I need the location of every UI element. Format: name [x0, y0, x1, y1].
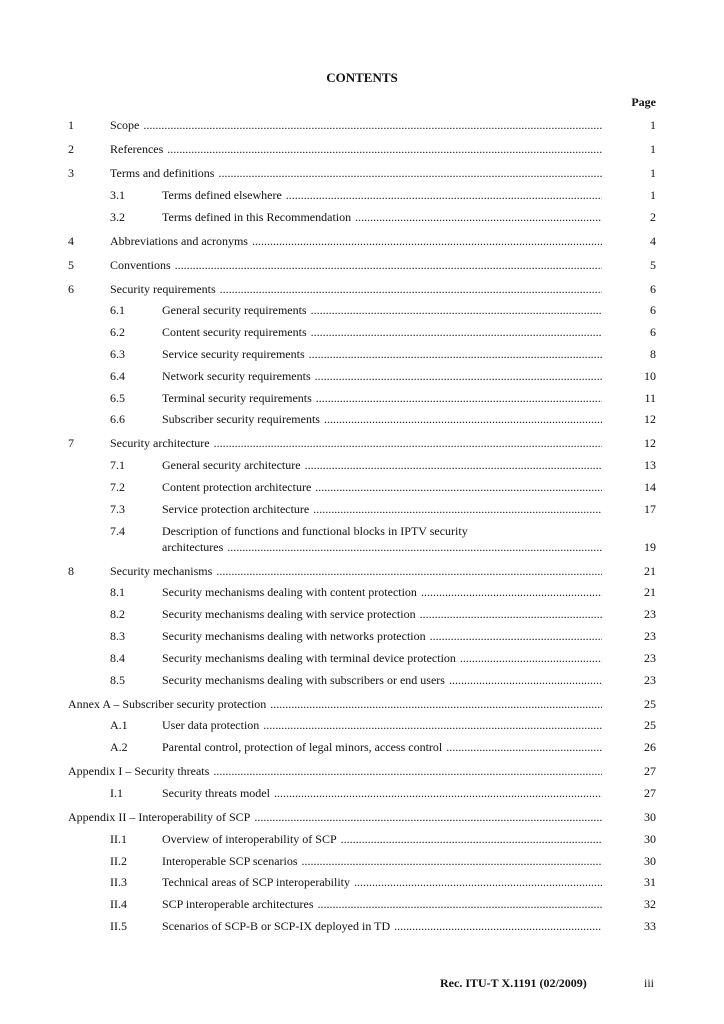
toc-entry-number: 3 [68, 166, 74, 180]
toc-entry-page: 6 [650, 281, 656, 296]
toc-entry-title: Terms defined elsewhere [162, 187, 282, 202]
toc-entry-title: Content protection architecture [162, 480, 312, 494]
toc-entry-number: 5 [68, 257, 74, 272]
toc-entry[interactable] [68, 718, 656, 734]
toc-entry-title: Interoperable SCP scenarios [162, 853, 298, 868]
toc-entry-number: 6.6 [110, 412, 125, 427]
toc-entry[interactable] [68, 412, 656, 428]
toc-entry-title: Security requirements [110, 281, 216, 296]
toc-entry-number: II.4 [110, 897, 127, 912]
toc-entry-number: 6.3 [110, 347, 125, 361]
toc-entry-page: 5 [650, 257, 656, 272]
toc-entry[interactable] [68, 502, 656, 518]
toc-entry-title: SCP interoperable architectures [162, 897, 314, 912]
toc-entry-title: Subscriber security requirements [162, 412, 320, 427]
toc-entry-title: Overview of interoperability of SCP [162, 831, 337, 846]
toc-entry-title: Abbreviations and acronyms [110, 233, 248, 248]
toc-entry[interactable] [68, 585, 656, 601]
toc-entry-page: 30 [644, 831, 656, 846]
toc-entry-page: 13 [644, 458, 656, 473]
toc-entry-title: Annex A – Subscriber security protection [68, 696, 267, 711]
toc-entry-number: 6.1 [110, 303, 125, 318]
toc-entry-title: Scenarios of SCP-B or SCP-IX deployed in TD [162, 919, 391, 933]
toc-entry-title: Security threats model [162, 786, 270, 800]
toc-entry[interactable] [68, 740, 656, 756]
toc-entry-number: 7 [68, 436, 74, 451]
toc-entry-number: 6 [68, 281, 74, 296]
toc-entry[interactable] [68, 919, 656, 935]
toc-entry-number: A.1 [110, 718, 128, 733]
toc-entry[interactable] [68, 764, 656, 780]
toc-entry[interactable] [68, 142, 656, 158]
toc-entry-title: Security mechanisms dealing with networks protection [162, 629, 426, 643]
toc-entry-number: 7.1 [110, 458, 125, 473]
toc-entry-number: A.2 [110, 740, 128, 755]
toc-entry[interactable] [68, 786, 656, 802]
toc-entry-title: General security architecture [162, 458, 301, 473]
toc-entry[interactable] [68, 480, 656, 496]
toc-entry[interactable] [68, 188, 656, 204]
toc-entry[interactable] [68, 282, 656, 298]
toc-entry-number: 8.2 [110, 607, 125, 622]
toc-entry[interactable] [68, 524, 656, 556]
toc-entry-page: 8 [650, 347, 656, 361]
toc-entry-number: 8.1 [110, 585, 125, 600]
toc-entry-title: Description of functions and functional blocks in IPTV security [162, 523, 468, 538]
toc-entry-page: 23 [644, 607, 656, 622]
toc-entry-page: 25 [644, 696, 656, 711]
toc-entry[interactable] [68, 210, 656, 226]
toc-entry-number: II.5 [110, 919, 127, 933]
toc-entry-number: 8 [68, 563, 74, 578]
toc-entry-page: 21 [644, 585, 656, 600]
toc-entry-title: Security mechanisms dealing with content protection [162, 585, 417, 600]
toc-entry-number: 6.4 [110, 368, 125, 383]
toc-entry-page: 1 [650, 142, 656, 156]
toc-entry-title: Security architecture [110, 436, 210, 451]
toc-entry-number: II.2 [110, 853, 127, 868]
toc-entry-title: Terms defined in this Recommendation [162, 209, 352, 224]
footer-page-number: iii [643, 976, 654, 990]
toc-entry-page: 19 [644, 539, 656, 554]
toc-entry[interactable] [68, 258, 656, 274]
toc-entry-title: Security mechanisms dealing with service protection [162, 607, 416, 622]
toc-entry-title: Security mechanisms [110, 563, 213, 578]
toc-entry-page: 10 [644, 368, 656, 383]
toc-entry-page: 23 [644, 629, 656, 643]
toc-entry[interactable] [68, 854, 656, 870]
toc-entry-number: II.1 [110, 831, 127, 846]
toc-entry[interactable] [68, 564, 656, 580]
toc-entry-title: Conventions [110, 257, 171, 272]
toc-entry-page: 17 [644, 501, 656, 516]
toc-entry-title: Parental control, protection of legal minors, access control [162, 740, 443, 755]
toc-entry-number: 3.2 [110, 209, 125, 224]
toc-entry-title: Service security requirements [162, 347, 305, 361]
toc-entry-page: 27 [644, 786, 656, 800]
toc-entry[interactable] [68, 303, 656, 319]
toc-entry[interactable] [68, 897, 656, 913]
toc-entry-title: Technical areas of SCP interoperability [162, 875, 350, 890]
toc-entry-number: 8.5 [110, 672, 125, 687]
toc-entry-title: User data protection [162, 718, 260, 733]
toc-entry-number: 8.4 [110, 650, 125, 665]
toc-entry-page: 30 [644, 853, 656, 868]
toc-entry-page: 27 [644, 764, 656, 779]
toc-entry-page: 6 [650, 325, 656, 340]
toc-entry-page: 11 [644, 390, 656, 405]
toc-entry[interactable] [68, 234, 656, 250]
toc-entry-number: 7.4 [110, 523, 125, 538]
toc-entry-page: 21 [644, 563, 656, 578]
toc-entry-page: 30 [644, 810, 656, 824]
toc-entry[interactable] [68, 607, 656, 623]
toc-entry[interactable] [68, 391, 656, 407]
toc-entry-page: 32 [644, 897, 656, 912]
toc-entry-page: 2 [650, 209, 656, 224]
toc-entry-number: 6.2 [110, 325, 125, 340]
toc-entry-page: 14 [644, 480, 656, 494]
toc-entry-page: 31 [644, 875, 656, 890]
toc-entry-title: References [110, 142, 164, 156]
toc-entry-title: Appendix II – Interoperability of SCP [68, 810, 251, 824]
toc-entry[interactable] [68, 369, 656, 385]
toc-entry-title: Network security requirements [162, 368, 311, 383]
toc-entry-title: Appendix I – Security threats [68, 764, 210, 779]
toc-entry[interactable] [68, 810, 656, 826]
toc-entry-number: II.3 [110, 875, 127, 890]
toc-entry-number: 4 [68, 233, 74, 248]
toc-entry-number: 3.1 [110, 187, 125, 202]
toc-entry-title-continued: architectures [162, 539, 224, 554]
toc-entry-title: Content security requirements [162, 325, 307, 340]
toc-entry-number: 2 [68, 142, 74, 156]
toc-entry-page: 12 [644, 436, 656, 451]
toc-entry-page: 26 [644, 740, 656, 755]
toc-entry-page: 23 [644, 672, 656, 687]
toc-entry-page: 1 [650, 118, 656, 132]
toc-entry-page: 12 [644, 412, 656, 427]
toc-entry-page: 23 [644, 650, 656, 665]
toc-entry-number: I.1 [110, 786, 123, 800]
toc-entry-page: 33 [644, 919, 656, 933]
toc-entry[interactable] [68, 832, 656, 848]
toc-entry-title: Scope [110, 118, 140, 132]
toc-entry-page: 1 [650, 187, 656, 202]
contents-title: CONTENTS [326, 70, 398, 85]
toc-entry[interactable] [68, 436, 656, 452]
toc-entry[interactable] [68, 875, 656, 891]
toc-entry-title: Service protection architecture [162, 501, 310, 516]
toc-entry[interactable] [68, 347, 656, 363]
toc-entry-title: Terminal security requirements [162, 390, 312, 405]
page-column-header: Page [631, 95, 656, 109]
toc-entry-page: 4 [650, 233, 656, 248]
toc-entry-page: 25 [644, 718, 656, 733]
toc-entry-page: 6 [650, 303, 656, 318]
toc-entry[interactable] [68, 697, 656, 713]
toc-entry-title: Terms and definitions [110, 166, 215, 180]
toc-entry-title: General security requirements [162, 303, 307, 318]
toc-entry-number: 7.2 [110, 480, 125, 494]
toc-entry[interactable] [68, 673, 656, 689]
toc-entry[interactable] [68, 651, 656, 667]
toc-entry-number: 8.3 [110, 629, 125, 643]
toc-entry-page: 1 [650, 166, 656, 180]
toc-entry[interactable] [68, 629, 656, 645]
toc-entry[interactable] [68, 325, 656, 341]
toc-entry[interactable] [68, 166, 656, 182]
toc-entry[interactable] [68, 118, 656, 134]
toc-entry-title: Security mechanisms dealing with subscribers or end users [162, 672, 445, 687]
toc-entry-number: 1 [68, 118, 74, 132]
toc-entry-title: Security mechanisms dealing with terminal device protection [162, 650, 456, 665]
toc-entry-number: 7.3 [110, 501, 125, 516]
toc-entry-number: 6.5 [110, 390, 125, 405]
toc-entry[interactable] [68, 458, 656, 474]
footer-reference: Rec. ITU-T X.1191 (02/2009) [440, 976, 587, 990]
